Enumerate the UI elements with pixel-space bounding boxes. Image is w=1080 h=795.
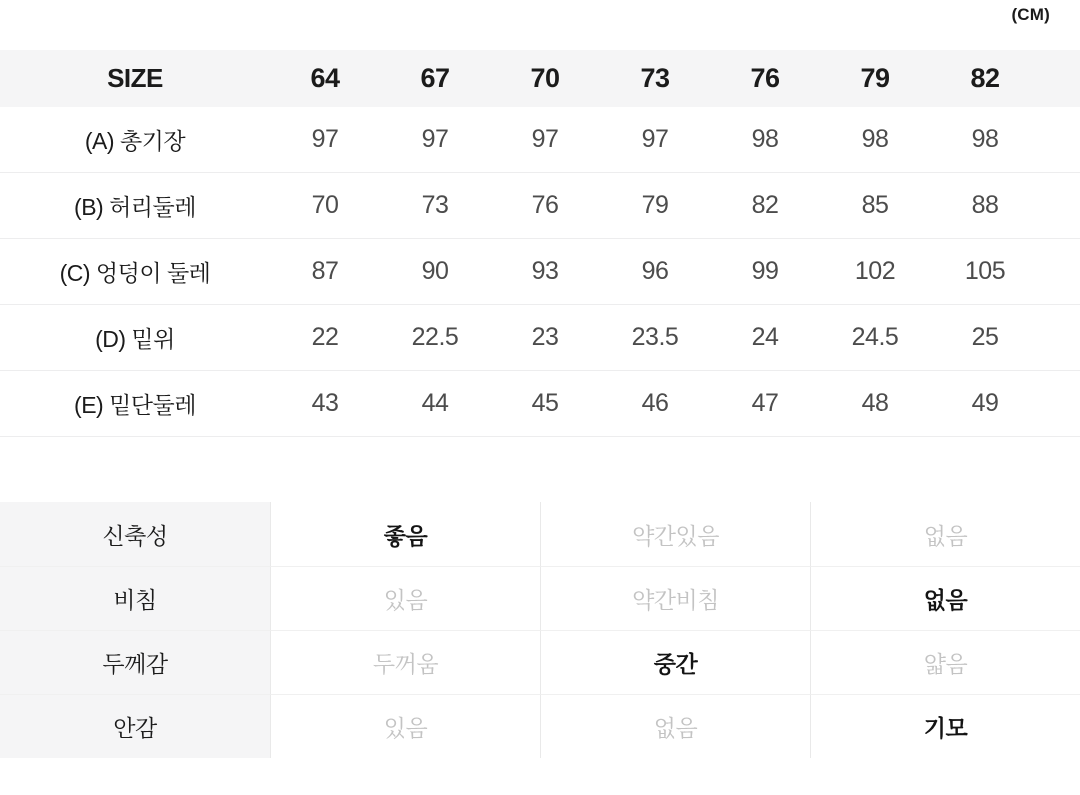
size-header-70: 70 <box>530 63 560 93</box>
fabric-option: 있음 <box>270 694 540 758</box>
fabric-option: 얇음 <box>810 630 1080 694</box>
measurement-cell: 48 <box>861 389 889 417</box>
size-table <box>0 50 1080 437</box>
measurement-cell: 85 <box>861 191 889 219</box>
measurement-cell: 87 <box>311 257 339 285</box>
measurement-cell: 99 <box>751 257 779 285</box>
measurement-cell: 24.5 <box>851 323 899 351</box>
row-label: (E) 밑단둘레 <box>74 392 196 418</box>
measurement-cell: 47 <box>751 389 779 417</box>
fabric-option: 없음 <box>810 502 1080 566</box>
measurement-cell: 23 <box>531 323 559 351</box>
size-header-82: 82 <box>970 63 1000 93</box>
fabric-option: 두꺼움 <box>270 630 540 694</box>
row-label: (D) 밑위 <box>95 326 175 352</box>
size-table-header-row <box>0 50 1080 107</box>
size-header-73: 73 <box>640 63 670 93</box>
table-row-waist <box>0 173 1080 239</box>
fabric-option: 기모 <box>810 694 1080 758</box>
fabric-row-stretch <box>0 502 1080 566</box>
fabric-row-thickness <box>0 630 1080 694</box>
measurement-cell: 43 <box>311 389 339 417</box>
row-label: (B) 허리둘레 <box>74 194 196 220</box>
measurement-cell: 70 <box>311 191 339 219</box>
measurement-cell: 24 <box>751 323 779 351</box>
measurement-cell: 90 <box>421 257 449 285</box>
measurement-cell: 105 <box>964 257 1006 285</box>
fabric-row-label: 두께감 <box>0 630 270 694</box>
measurement-cell: 73 <box>421 191 449 219</box>
size-header-64: 64 <box>310 63 340 93</box>
size-header-67: 67 <box>420 63 450 93</box>
measurement-cell: 22 <box>311 323 339 351</box>
fabric-row-label: 신축성 <box>0 502 270 566</box>
fabric-option: 중간 <box>540 630 810 694</box>
unit-label: (CM) <box>1011 5 1050 24</box>
fabric-option: 약간비침 <box>540 566 810 630</box>
measurement-cell: 44 <box>421 389 449 417</box>
row-label: (A) 총기장 <box>84 128 186 154</box>
fabric-option: 없음 <box>540 694 810 758</box>
measurement-cell: 45 <box>531 389 559 417</box>
fabric-option: 약간있음 <box>540 502 810 566</box>
measurement-cell: 97 <box>421 125 449 153</box>
measurement-cell: 49 <box>971 389 999 417</box>
measurement-cell: 97 <box>641 125 669 153</box>
fabric-option: 있음 <box>270 566 540 630</box>
measurement-cell: 22.5 <box>411 323 459 351</box>
table-row-hem <box>0 371 1080 437</box>
measurement-cell: 25 <box>971 323 999 351</box>
measurement-cell: 96 <box>641 257 669 285</box>
fabric-option: 없음 <box>810 566 1080 630</box>
measurement-cell: 97 <box>531 125 559 153</box>
measurement-cell: 93 <box>531 257 559 285</box>
measurement-cell: 82 <box>751 191 779 219</box>
fabric-option: 좋음 <box>270 502 540 566</box>
measurement-cell: 102 <box>854 257 896 285</box>
measurement-cell: 46 <box>641 389 669 417</box>
row-label: (C) 엉덩이 둘레 <box>59 260 211 286</box>
measurement-cell: 23.5 <box>631 323 679 351</box>
measurement-cell: 79 <box>641 191 669 219</box>
fabric-row-sheerness <box>0 566 1080 630</box>
measurement-cell: 97 <box>311 125 339 153</box>
table-row-hip <box>0 239 1080 305</box>
fabric-row-label: 비침 <box>0 566 270 630</box>
table-row-rise <box>0 305 1080 371</box>
measurement-cell: 98 <box>971 125 999 153</box>
size-header-76: 76 <box>750 63 780 93</box>
fabric-row-label: 안감 <box>0 694 270 758</box>
size-header-79: 79 <box>860 63 890 93</box>
measurement-cell: 98 <box>751 125 779 153</box>
fabric-row-lining <box>0 694 1080 758</box>
size-header-title: SIZE <box>107 63 163 93</box>
table-row-total-length <box>0 107 1080 173</box>
measurement-cell: 98 <box>861 125 889 153</box>
measurement-cell: 76 <box>531 191 559 219</box>
measurement-cell: 88 <box>971 191 999 219</box>
fabric-property-table <box>0 502 1080 758</box>
